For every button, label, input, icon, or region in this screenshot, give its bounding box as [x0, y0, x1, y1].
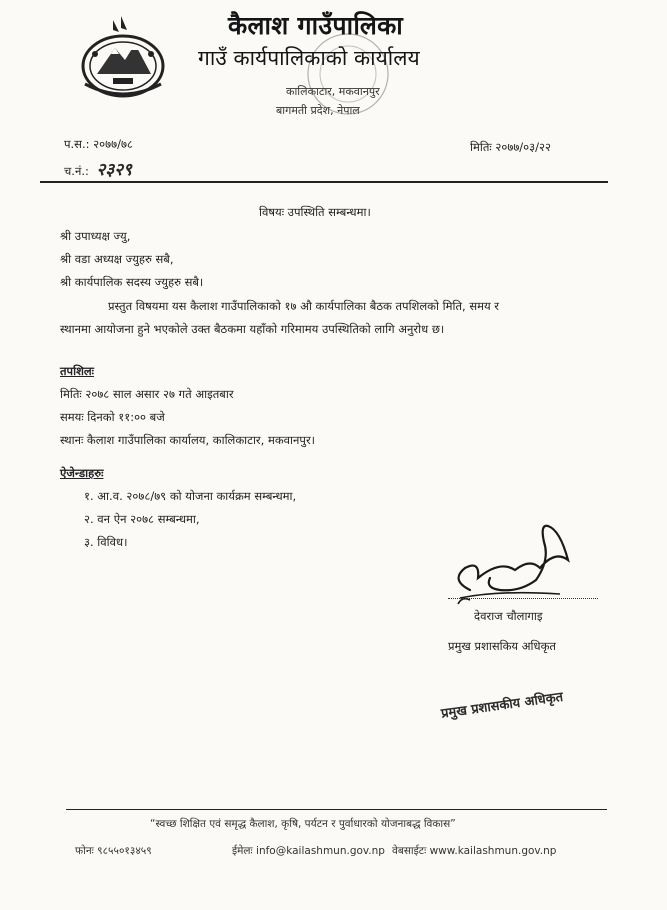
details-time: समयः दिनको ११:०० बजे	[60, 410, 165, 424]
cn-value: २३२९	[96, 160, 132, 180]
ps-value: २०७७/७८	[93, 137, 133, 151]
cn-ref	[64, 157, 132, 180]
agenda-item: ३. विविध।	[84, 535, 128, 549]
body-line-2: स्थानमा आयोजना हुने भएकोले उक्त बैठकमा यहाँको गरिमामय उपस्थितिको लागि अनुरोध छ।	[60, 322, 445, 336]
header-divider	[40, 181, 608, 183]
letter-subject: विषयः उपस्थिति सम्बन्धमा।	[259, 205, 371, 219]
email-label: ईमेलः	[232, 845, 253, 857]
agenda-item: २. वन ऐन २०७८ सम्बन्धमा,	[84, 512, 200, 526]
email-value[interactable]: info@kailashmun.gov.np	[256, 845, 385, 857]
recipient-list	[60, 225, 203, 294]
ps-label: प.स.:	[64, 137, 90, 151]
address-line-1: कालिकाटार, मकवानपुर	[286, 85, 380, 98]
svg-text:प्रमुख प्रशासकीय अधिकृत: प्रमुख प्रशासकीय अधिकृत	[440, 689, 564, 722]
nepal-emblem-icon	[75, 14, 171, 100]
date-value: २०७७/०३/२२	[495, 140, 551, 154]
footer-slogan: “स्वच्छ शिक्षित एवं समृद्ध कैलाश, कृषि, पर्यटन र पुर्वाधारको योजनाबद्ध विकास”	[150, 818, 456, 830]
handwritten-signature-icon	[440, 520, 590, 610]
footer-email	[232, 844, 385, 858]
details-heading: तपशिलः	[60, 364, 95, 378]
address-line-2: बागमती प्रदेश, नेपाल	[276, 104, 360, 117]
footer-divider	[66, 809, 607, 810]
cn-label: च.नं.:	[64, 164, 89, 178]
footer-website	[392, 844, 556, 858]
details-place: स्थानः कैलाश गाउँपालिका कार्यालय, कालिकाटार, मकवानपुर।	[60, 433, 315, 447]
agenda-section	[60, 462, 296, 554]
phone-label: फोनः	[75, 845, 94, 857]
date-ref	[470, 140, 551, 155]
signature-line	[448, 598, 598, 599]
agenda-heading: ऐजेन्डाहरुः	[60, 466, 104, 480]
office-subtitle: गाउँ कार्यपालिकाको कार्यालय	[198, 46, 420, 70]
body-line-1: प्रस्तुत विषयमा यस कैलाश गाउँपालिकाको १७ औ कार्यपालिका बैठक तपशिलको मिति, समय र	[108, 299, 500, 313]
recipient-item: श्री वडा अध्यक्ष ज्युहरु सबै,	[60, 252, 174, 266]
agenda-item: १. आ.व. २०७८/७९ को योजना कार्यक्रम सम्बन्धमा,	[84, 489, 297, 503]
web-value[interactable]: www.kailashmun.gov.np	[429, 845, 557, 857]
page-title: कैलाश गाउँपालिका	[228, 11, 404, 40]
recipient-item: श्री उपाध्यक्ष ज्यु,	[60, 229, 131, 243]
footer-phone	[75, 844, 152, 858]
ps-ref	[64, 137, 133, 152]
recipient-item: श्री कार्यपालिक सदस्य ज्युहरु सबै।	[60, 275, 204, 289]
signatory-name: देवराज चौलागाइ	[474, 609, 543, 623]
date-label: मितिः	[470, 140, 492, 154]
title-stamp-icon	[436, 670, 586, 730]
web-label: वेबसाईटः	[392, 845, 427, 857]
signatory-title: प्रमुख प्रशासकिय अधिकृत	[448, 639, 556, 653]
details-date: मितिः २०७८ साल असार २७ गते आइतबार	[60, 387, 234, 401]
phone-value: ९८५५०१३४५९	[97, 845, 152, 857]
details-section	[60, 360, 315, 452]
letter-body	[60, 295, 600, 341]
